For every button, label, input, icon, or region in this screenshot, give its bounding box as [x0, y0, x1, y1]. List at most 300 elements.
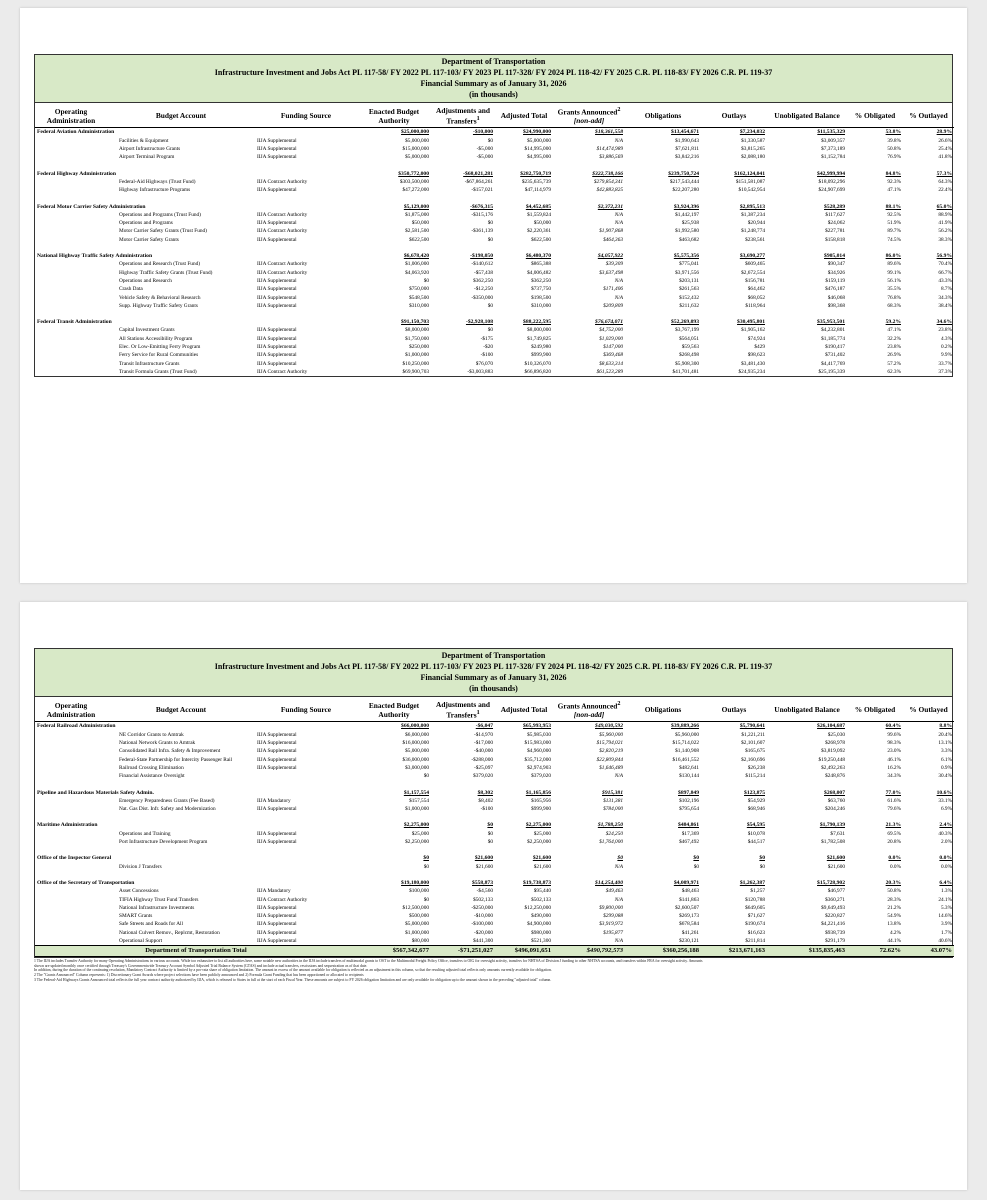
funding-source: IIJA Supplemental [257, 137, 297, 144]
funding-source: IIJA Supplemental [257, 904, 297, 911]
cell: $98,623 [747, 352, 765, 359]
cell: 41.9% [938, 220, 952, 227]
cell: $0 [423, 863, 429, 870]
col-enacted: Enacted Budget Authority [368, 700, 420, 719]
cell: $269,173 [679, 913, 699, 920]
cell: -$157,021 [471, 187, 493, 194]
cell: 47.1% [887, 327, 901, 334]
cell: 40.3% [938, 830, 952, 837]
cell: $66,896,820 [524, 368, 551, 375]
cell: $74,924 [747, 335, 765, 342]
cell: $476,187 [825, 286, 845, 293]
cell: $49,463 [605, 888, 623, 895]
cell: $123,875 [744, 789, 765, 796]
cell: $1,790,139 [819, 822, 845, 829]
cell: -$288,000 [471, 756, 493, 763]
cell: 1.7% [940, 929, 952, 936]
cell: 54.9% [887, 913, 901, 920]
section-total-row [35, 854, 954, 862]
col-pct-obligated: % Obligated [854, 705, 896, 715]
table-row [35, 929, 954, 937]
cell: -$361,139 [471, 228, 493, 235]
cell: $1,749,825 [527, 335, 551, 342]
cell: 9.9% [940, 352, 952, 359]
funding-source: IIJA Contract Authority [257, 211, 308, 218]
cell: $248,876 [825, 773, 845, 780]
cell: -$100 [480, 806, 493, 813]
cell: $21,600 [826, 855, 845, 862]
cell: $7,234,032 [739, 129, 765, 136]
cell: $1,140,908 [675, 748, 699, 755]
cell: $4,452,685 [525, 203, 551, 210]
cell: 76.8% [887, 294, 901, 301]
table-row [35, 186, 954, 194]
cell: -$68,021,281 [463, 170, 493, 177]
cell: $5,000,000 [405, 154, 429, 161]
cell: $5,985,030 [527, 731, 551, 738]
cell: $118,964 [745, 302, 765, 309]
cell: 76.9% [887, 154, 901, 161]
cell: 89.7% [887, 228, 901, 235]
cell: $2,600,507 [675, 904, 699, 911]
table-row [35, 294, 954, 302]
cell: 68.3% [887, 302, 901, 309]
cell: 22.4% [938, 187, 952, 194]
cell: $2,372,231 [597, 203, 623, 210]
cell: $11,535,329 [817, 129, 845, 136]
cell: $50,000 [411, 220, 429, 227]
table-row [35, 920, 954, 928]
cell: $2,820,219 [599, 748, 623, 755]
table-row [35, 145, 954, 153]
table-row [35, 368, 954, 376]
cell: $291,179 [825, 938, 845, 944]
cell: $1,387,234 [741, 211, 765, 218]
budget-account: Elec. Or Low-Emitting Ferry Program [119, 344, 201, 350]
footnote: In addition, during the duration of the continuing resolution, Mandatory Contract Authority is limited by a pro-rata share of obligation limitation. The amount in excess of the amount available for obligation is reflected as an adjustment in this column, so that the resulting adjusted total reflects only amounts currently available for obligation. [34, 968, 552, 973]
budget-account: Crash Data [119, 286, 143, 293]
cell: $54,929 [747, 797, 765, 804]
funding-source: IIJA Supplemental [257, 830, 297, 837]
cell: 99.1% [887, 269, 901, 276]
cell: $0 [487, 236, 493, 243]
cell: $5,000,000 [405, 748, 429, 755]
cell: 57.3% [936, 170, 952, 177]
table-row [35, 896, 954, 904]
cell: $209,809 [603, 302, 623, 309]
col-budget-account: Budget Account [155, 111, 207, 121]
cell: $3,819,092 [821, 748, 845, 755]
cell: $784,000 [603, 806, 623, 813]
table-row [35, 153, 954, 161]
cell: 0.0% [888, 855, 901, 862]
cell: 3.9% [940, 921, 952, 928]
cell: -$40,000 [474, 748, 493, 755]
cell: $0 [487, 302, 493, 309]
cell: $30,495,801 [737, 319, 765, 326]
cell: $1,750,000 [405, 335, 429, 342]
cell: $0 [487, 839, 493, 846]
section-name: Federal Highway Administration [37, 170, 116, 177]
cell: $21,600 [533, 863, 551, 870]
col-adjustments-label: Adjustments and Transfers [435, 700, 490, 720]
cell: $63,760 [827, 797, 845, 804]
funding-source: IIJA Contract Authority [257, 178, 308, 185]
table-row [35, 178, 954, 186]
cell: 50.8% [887, 146, 901, 153]
cell: 74.5% [887, 236, 901, 243]
cell: 24.1% [938, 896, 952, 903]
financial-summary-sheet [34, 648, 953, 982]
cell: $490,792,573 [553, 946, 625, 957]
cell: $5,960,000 [599, 731, 623, 738]
cell: 33.7% [938, 360, 952, 367]
cell: $25,000,000 [401, 129, 429, 136]
budget-account: Highway Infrastructure Programs [119, 187, 191, 194]
cell: $282,750,719 [520, 170, 551, 177]
cell: -$3,003,883 [467, 368, 493, 375]
cell: $521,300 [531, 938, 551, 944]
cell: $14,474,989 [596, 146, 623, 153]
cell: 46.1% [887, 756, 901, 763]
cell: $2,160,696 [741, 756, 765, 763]
budget-account: National Infrastructure Investments [119, 904, 195, 911]
col-adjustments [431, 697, 495, 722]
cell: $47,272,000 [402, 187, 429, 194]
cell: $21,600 [475, 863, 493, 870]
cell: 1.3% [940, 888, 952, 895]
table-row [35, 326, 954, 334]
cell: $4,009,971 [673, 879, 699, 886]
cell: $360,271 [825, 896, 845, 903]
cell: 5.3% [940, 904, 952, 911]
col-outlays: Outlays [721, 705, 747, 715]
funding-source: IIJA Supplemental [257, 756, 297, 763]
budget-account: SMART Grants [119, 913, 153, 920]
cell: $159,119 [825, 277, 845, 284]
cell: $1,990,643 [675, 137, 699, 144]
cell: $622,500 [409, 236, 429, 243]
cell: $999,900 [531, 352, 551, 359]
cell: $0 [617, 855, 623, 862]
cell: $42,999,994 [817, 170, 845, 177]
cell: $91,150,703 [401, 319, 429, 326]
cell: 28.9% [936, 129, 952, 136]
section-total-row [35, 128, 954, 137]
cell: $8,000,000 [527, 327, 551, 334]
cell: $3,009,357 [821, 137, 845, 144]
cell: $20,944 [747, 220, 765, 227]
cell: 3.3% [940, 748, 952, 755]
cell: $117,627 [825, 211, 845, 218]
table-row [35, 219, 954, 227]
cell: 34.3% [938, 294, 952, 301]
cell: $3,971,556 [675, 269, 699, 276]
section-total-row [35, 722, 954, 731]
section-name: Federal Motor Carrier Safety Administration [37, 203, 146, 210]
cell: $227,781 [825, 228, 845, 235]
cell: 20.8% [887, 839, 901, 846]
cell: -$100 [480, 352, 493, 359]
cell: 99.6% [887, 731, 901, 738]
cell: $135,835,463 [767, 946, 847, 957]
funding-source: IIJA Mandatory [257, 797, 291, 804]
grand-total-row [35, 946, 954, 957]
cell: -$71,251,027 [431, 946, 495, 957]
cell: $76,674,071 [595, 319, 623, 326]
cell: 34.3% [887, 773, 901, 780]
cell: 37.3% [938, 368, 952, 375]
cell: 4.3% [940, 335, 952, 342]
cell: $80,000 [411, 938, 429, 944]
cell: $8,302 [477, 789, 493, 796]
table-row [35, 211, 954, 219]
cell: $379,020 [473, 773, 493, 780]
cell: $16,461,552 [672, 756, 699, 763]
cell: $76,070 [475, 360, 493, 367]
cell: $21,600 [474, 855, 493, 862]
cell: $71,627 [747, 913, 765, 920]
cell: 8.8% [939, 723, 952, 730]
cell: $441,300 [473, 938, 493, 944]
cell: N/A [614, 773, 623, 780]
cell: $3,637,498 [599, 269, 623, 276]
cell: $279,854,341 [593, 178, 623, 185]
funding-source: IIJA Mandatory [257, 888, 291, 895]
footnote-ref: 1 [476, 116, 480, 122]
cell: $2,275,000 [403, 822, 429, 829]
section-total-row [35, 170, 954, 178]
cell: 56.2% [938, 228, 952, 235]
cell: $2,974,903 [527, 764, 551, 771]
funding-source: IIJA Supplemental [257, 277, 297, 284]
col-unobligated: Unobligated Balance [774, 705, 840, 715]
cell: $0 [423, 773, 429, 780]
cell: -$14,970 [474, 731, 493, 738]
budget-account: Operational Support [119, 938, 163, 944]
cell: $1,559,824 [527, 211, 551, 218]
budget-account: Operations and Programs (Trust Fund) [119, 211, 201, 218]
cell: -$6,047 [475, 723, 493, 730]
cell: $1,330,587 [741, 137, 765, 144]
cell: $151,581,087 [735, 178, 765, 185]
cell: $915,381 [602, 789, 623, 796]
cell: $0 [423, 896, 429, 903]
cell: 89.6% [887, 261, 901, 268]
cell: -$17,000 [474, 740, 493, 747]
cell: $4,960,000 [527, 748, 551, 755]
cell: $4,995,000 [527, 154, 551, 161]
cell: $0 [693, 855, 699, 862]
budget-account: Consolidated Rail Infra. Safety & Improvement [119, 748, 221, 755]
cell: $548,500 [409, 294, 429, 301]
cell: 38.3% [938, 236, 952, 243]
cell: $152,432 [679, 294, 699, 301]
funding-source: IIJA Supplemental [257, 220, 297, 227]
cell: $649,605 [745, 904, 765, 911]
col-grants-note: [non-add] [573, 116, 605, 126]
cell: $250,000 [409, 344, 429, 350]
col-adjusted-total: Adjusted Total [500, 705, 548, 715]
cell: $299,088 [603, 913, 623, 920]
table-row [35, 764, 954, 772]
cell: $1,000,000 [405, 806, 429, 813]
cell: -$676,315 [470, 203, 493, 210]
cell: -$315,176 [471, 211, 493, 218]
page-2 [20, 602, 967, 1190]
budget-account: Airport Terminal Program [119, 154, 175, 161]
footnote: 3 The Federal-Aid Highways Grants Announced total reflects the full year contract authority authorized by IIJA, which is released to States in full at the start of each Fiscal Year. These amounts are subject to FY 2026 obligation limitation and are only available for obligation up to the amount shown in the preceding "adjusted total" column. [34, 977, 552, 982]
cell: $678,584 [679, 921, 699, 928]
cell: 26.6% [938, 137, 952, 144]
col-budget-account: Budget Account [155, 705, 207, 715]
report-header [34, 54, 953, 103]
cell: $12,250,000 [524, 904, 551, 911]
cell: $42,883,825 [596, 187, 623, 194]
cell: 60.4% [885, 723, 901, 730]
cell: $235,635,739 [521, 178, 551, 185]
cell: $13,454,671 [671, 129, 699, 136]
cell: 43.3% [938, 277, 952, 284]
cell: $4,417,769 [821, 360, 845, 367]
budget-account: Railroad Crossing Elimination [119, 764, 184, 771]
cell: 10.6% [936, 789, 952, 796]
cell: $22,207,280 [672, 187, 699, 194]
cell: $65,993,953 [523, 723, 551, 730]
cell: $147,000 [603, 344, 623, 350]
cell: N/A [614, 294, 623, 301]
cell: $7,373,189 [821, 146, 845, 153]
cell: 6.9% [940, 806, 952, 813]
cell: $1,907,868 [599, 228, 623, 235]
funding-source: IIJA Supplemental [257, 748, 297, 755]
cell: $3,481,430 [741, 360, 765, 367]
col-enacted: Enacted Budget Authority [368, 106, 420, 125]
cell: $0 [423, 277, 429, 284]
cell: $0 [487, 822, 493, 829]
cell: $100,000 [409, 888, 429, 895]
cell: $379,020 [531, 773, 551, 780]
cell: $190,674 [745, 921, 765, 928]
cell: $4,900,000 [527, 921, 551, 928]
col-obligations: Obligations [644, 705, 682, 715]
cell: 28.3% [887, 896, 901, 903]
table-row [35, 351, 954, 359]
funding-source: IIJA Supplemental [257, 921, 297, 928]
section-total-row [35, 252, 954, 260]
cell: -$25,097 [474, 764, 493, 771]
funding-source: IIJA Contract Authority [257, 269, 308, 276]
budget-account: Ferry Service for Rural Communities [119, 352, 199, 359]
cell: $8,633,314 [599, 360, 623, 367]
cell: 32.2% [887, 335, 901, 342]
table-row [35, 137, 954, 145]
cell: $17,369 [681, 830, 699, 837]
cell: $68,946 [747, 806, 765, 813]
cell: $622,500 [531, 236, 551, 243]
header-as-of-date: Financial Summary as of January 31, 2026 [420, 79, 567, 88]
cell: $195,877 [603, 929, 623, 936]
cell: -$198,050 [470, 253, 493, 260]
cell: $213,671,163 [701, 946, 767, 957]
cell: $999,900 [531, 806, 551, 813]
cell: $3,000,000 [405, 764, 429, 771]
cell: $558,873 [472, 879, 493, 886]
cell: $49,030,592 [595, 723, 623, 730]
cell: $15,000,000 [402, 146, 429, 153]
cell: $15,983,000 [524, 740, 551, 747]
cell: $795,654 [679, 806, 699, 813]
cell: $36,000,000 [402, 756, 429, 763]
cell: $25,938 [681, 220, 699, 227]
funding-source: IIJA Contract Authority [257, 368, 308, 375]
cell: $14,254,400 [595, 879, 623, 886]
cell: $190,417 [825, 344, 845, 350]
cell: 47.1% [887, 187, 901, 194]
cell: $1,905,162 [741, 327, 765, 334]
cell: $10,078 [747, 830, 765, 837]
cell: N/A [614, 220, 623, 227]
cell: $102,196 [679, 797, 699, 804]
table-row [35, 805, 954, 813]
section-name: National Highway Traffic Safety Administration [37, 253, 153, 260]
cell: $490,000 [531, 913, 551, 920]
table-row [35, 747, 954, 755]
cell: -$350,000 [471, 294, 493, 301]
col-grants-label: Grants Announced [557, 107, 618, 117]
col-obligations: Obligations [644, 111, 682, 121]
cell: 23.8% [887, 344, 901, 350]
cell: $496,091,651 [495, 946, 553, 957]
cell: $1,221,211 [741, 731, 765, 738]
cell: $1,165,856 [525, 789, 551, 796]
cell: $50,000 [533, 220, 551, 227]
cell: 70.4% [938, 261, 952, 268]
cell: $24,907,699 [818, 187, 845, 194]
cell: $15,728,902 [817, 879, 845, 886]
column-header-row [35, 103, 954, 128]
cell: $171,406 [603, 286, 623, 293]
cell: -$250,000 [471, 904, 493, 911]
cell: $564,051 [679, 335, 699, 342]
budget-account: Financial Assistance Oversight [119, 773, 185, 780]
table-row [35, 335, 954, 343]
cell: 50.8% [887, 888, 901, 895]
cell: 66.7% [938, 269, 952, 276]
financial-summary-sheet [34, 54, 953, 377]
cell: 13.8% [887, 921, 901, 928]
cell: $8,402 [478, 797, 493, 804]
cell: 33.1% [938, 797, 952, 804]
footnote: shown are updated monthly once certified through Treasury's Governmentwide Treasury Account Symbol Adjusted Trial Balance System (GTAS) and include actual transfers, rescissions and sequestration as of that date. [34, 963, 368, 968]
cell: 21.3% [885, 822, 901, 829]
cell: $24,990,000 [523, 129, 551, 136]
cell: $464,363 [603, 236, 623, 243]
cell: 69.5% [887, 830, 901, 837]
section-name: Maritime Administration [37, 822, 98, 829]
cell: $3,815,265 [741, 146, 765, 153]
cell: $10,542,954 [738, 187, 765, 194]
cell: $10,326,070 [524, 360, 551, 367]
section-total-row [35, 318, 954, 326]
cell: $115,214 [745, 773, 765, 780]
cell: $362,250 [531, 277, 551, 284]
cell: $528,289 [824, 203, 845, 210]
section-total-row [35, 203, 954, 211]
cell: 88.1% [885, 203, 901, 210]
cell: $1,442,197 [675, 211, 699, 218]
cell: $261,563 [679, 286, 699, 293]
